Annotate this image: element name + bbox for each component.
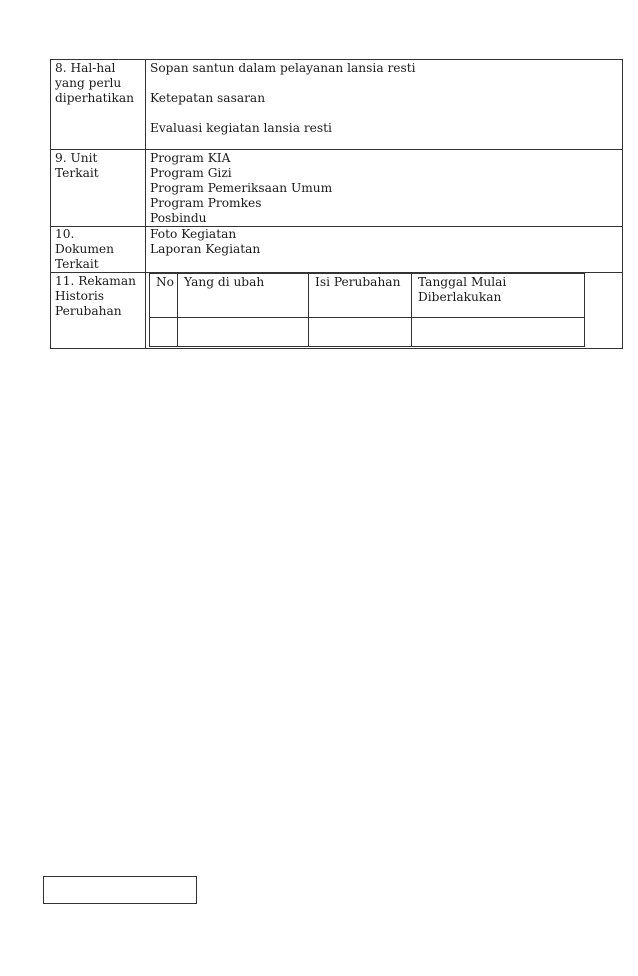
label-text: 11. Rekaman Historis Perubahan [55, 274, 136, 318]
label-text: 9. Unit Terkait [55, 151, 99, 180]
row-label [51, 227, 146, 273]
row-dokumen-terkait [51, 227, 623, 273]
table-cell [412, 318, 585, 347]
table-cell [150, 318, 178, 347]
row-content [146, 150, 623, 227]
header-no: No [150, 274, 178, 318]
table-cell [178, 318, 309, 347]
item-text: Ketepatan sasaran [150, 91, 266, 105]
item-text: Sopan santun dalam pelayanan lansia resti [150, 61, 416, 75]
row-content [146, 273, 623, 349]
row-content [146, 227, 623, 273]
row-content [146, 60, 623, 150]
label-text: 10. Dokumen Terkait [55, 227, 114, 271]
sop-table [50, 59, 623, 349]
header-tanggal-text: Tanggal Mulai Diberlakukan [418, 275, 507, 304]
item-text: Foto Kegiatan [150, 227, 237, 241]
item-text: Program Gizi [150, 166, 232, 180]
history-table [149, 273, 585, 347]
header-tanggal-mulai [412, 274, 585, 318]
item-text: Laporan Kegiatan [150, 242, 261, 256]
row-label [51, 150, 146, 227]
history-empty-row [150, 318, 585, 347]
header-yang-di-ubah: Yang di ubah [178, 274, 309, 318]
row-label [51, 273, 146, 349]
footer-box [43, 876, 197, 904]
table-cell [309, 318, 412, 347]
row-hal-hal-diperhatikan [51, 60, 623, 150]
row-rekaman-historis [51, 273, 623, 349]
label-text: 8. Hal-hal yang perlu diperhatikan [55, 61, 134, 105]
item-text: Program KIA [150, 151, 231, 165]
item-text: Program Pemeriksaan Umum [150, 181, 333, 195]
header-isi-perubahan: Isi Perubahan [309, 274, 412, 318]
row-label [51, 60, 146, 150]
item-text: Posbindu [150, 211, 207, 225]
history-header-row [150, 274, 585, 318]
row-unit-terkait [51, 150, 623, 227]
item-text: Evaluasi kegiatan lansia resti [150, 121, 332, 135]
item-text: Program Promkes [150, 196, 262, 210]
